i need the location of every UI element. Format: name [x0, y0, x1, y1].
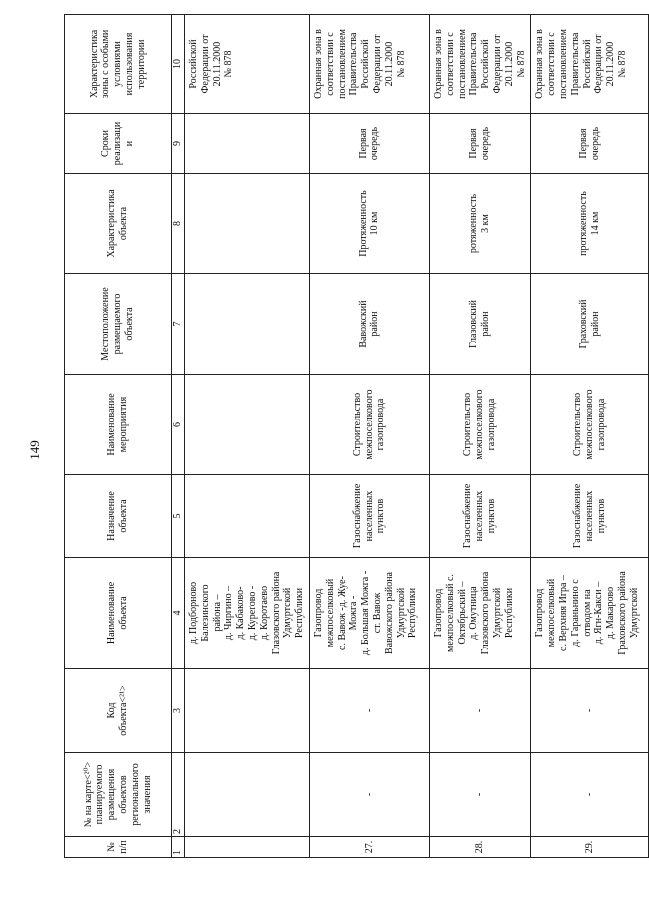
cell-line: Первая: [357, 128, 369, 159]
cell-line: Удмуртской: [282, 587, 294, 639]
cell-line: соответствии с: [546, 32, 558, 96]
cell-line: ротяженность: [468, 193, 480, 254]
cell-line: объекта: [123, 307, 135, 341]
implementation-term: [309, 114, 429, 174]
cell-line: Характеристика: [88, 29, 100, 99]
cell-line: объекта: [118, 206, 129, 241]
header-cell: [65, 475, 172, 558]
cell-line: постановлением: [456, 29, 468, 99]
cell-line: Код: [106, 702, 118, 719]
cell-line: Удмуртской: [628, 587, 640, 639]
map-number: [185, 753, 310, 837]
cell-line: Российской: [480, 39, 492, 89]
cell-line: Федерации от: [593, 34, 605, 94]
cell-line: размещаемого: [112, 293, 124, 355]
cell-line: № 878: [223, 50, 235, 78]
measure-name: [429, 375, 530, 475]
zone-characteristic: [531, 15, 649, 114]
object-code: -: [429, 669, 530, 753]
header-cell: [65, 15, 172, 114]
cell-line: объекта: [118, 499, 129, 533]
implementation-term: [531, 114, 649, 174]
cell-line: д. Куреґово -: [246, 585, 258, 641]
cell-line: Правительства: [569, 32, 581, 96]
cell-line: №: [106, 842, 118, 852]
object-location: [429, 274, 530, 375]
cell-line: значения: [141, 775, 153, 814]
cell-line: д. Гараньнино с: [569, 579, 581, 647]
cell-line: Строительство: [572, 392, 584, 457]
rotated-page: [64, 15, 640, 858]
cell-line: Наименование: [106, 393, 118, 456]
cell-line: Федерации от: [199, 34, 211, 94]
object-characteristic: [429, 174, 530, 274]
cell-line: п/п: [118, 840, 129, 854]
zone-characteristic: [185, 15, 310, 114]
object-name: [185, 558, 310, 669]
cell-line: объекта: [118, 596, 129, 630]
column-number: 7: [172, 274, 185, 375]
object-purpose: [531, 475, 649, 558]
object-code: -: [309, 669, 429, 753]
cell-line: д. Омутница: [468, 586, 480, 640]
cell-line: Правительства: [348, 32, 360, 96]
column-number: 8: [172, 174, 185, 274]
cell-line: Глазовского района: [480, 571, 492, 655]
cell-line: пунктов: [375, 498, 387, 534]
cell-line: мероприятия: [118, 396, 129, 453]
cell-line: 14 км: [589, 211, 601, 236]
cell-line: газопровода: [595, 398, 607, 451]
cell-line: межпоселкового: [583, 389, 595, 460]
cell-line: очередь: [369, 126, 381, 161]
cell-line: Республики: [407, 587, 419, 639]
cell-line: межпоселкового: [474, 389, 486, 460]
cell-line: Местоположение: [100, 287, 112, 361]
header-cell: [65, 375, 172, 475]
cell-line: межпоселковый: [324, 578, 336, 648]
cell-line: Российской: [360, 39, 372, 89]
column-number: 5: [172, 475, 185, 558]
cell-line: 10 км: [369, 211, 381, 236]
cell-line: Газопровод: [534, 588, 546, 638]
cell-line: Наименование: [106, 581, 118, 645]
cell-line: Правительства: [468, 32, 480, 96]
cell-line: Охранная зона в: [432, 29, 444, 99]
object-purpose: [185, 475, 310, 558]
column-number-row: [172, 15, 185, 858]
cell-line: 20.11.2000: [605, 41, 617, 87]
object-name: [531, 558, 649, 669]
cell-line: район: [589, 311, 601, 337]
cell-line: постановлением: [557, 29, 569, 99]
cell-line: Глазовского района: [270, 571, 282, 655]
object-purpose: [309, 475, 429, 558]
header-cell: [65, 274, 172, 375]
cell-line: Газоснабжение: [351, 483, 363, 549]
map-number: -: [531, 753, 649, 837]
row-number: 29.: [531, 837, 649, 858]
cell-line: условиями: [112, 41, 124, 87]
zone-characteristic: [429, 15, 530, 114]
cell-line: Российской: [188, 39, 199, 89]
cell-line: газопровода: [486, 398, 498, 451]
cell-line: Первая: [578, 128, 590, 159]
cell-line: межпоселковый с.: [444, 574, 456, 652]
measure-name: [185, 375, 310, 475]
header-row: [65, 15, 172, 858]
cell-line: территории: [135, 39, 147, 89]
cell-line: д. Кабаково-: [235, 586, 247, 640]
object-characteristic: [185, 174, 310, 274]
cell-line: соответствии с: [324, 32, 336, 96]
cell-line: Первая: [468, 128, 480, 159]
cell-line: район: [480, 311, 492, 337]
cell-line: регионального: [129, 763, 141, 826]
cell-line: Можга -: [348, 595, 360, 631]
header-cell: [65, 753, 172, 837]
table-row: [429, 15, 530, 858]
implementation-term: [429, 114, 530, 174]
column-number: 1: [172, 837, 185, 858]
object-name: [309, 558, 429, 669]
cell-line: № 878: [515, 50, 527, 78]
cell-line: Республики: [503, 587, 515, 639]
row-number: 27.: [309, 837, 429, 858]
cell-line: планируемого: [94, 764, 106, 825]
cell-line: Вавожского района: [383, 572, 395, 654]
measure-name: [531, 375, 649, 475]
cell-line: Протяженность: [357, 190, 369, 257]
cell-line: объекта<²¹>: [118, 685, 129, 736]
cell-line: населенных: [474, 490, 486, 542]
object-location: [531, 274, 649, 375]
object-location: [309, 274, 429, 375]
object-characteristic: [531, 174, 649, 274]
column-number: 2: [172, 753, 185, 837]
header-cell: [65, 558, 172, 669]
cell-line: постановлением: [336, 29, 348, 99]
implementation-term: [185, 114, 310, 174]
cell-line: Охранная зона в: [312, 29, 324, 99]
cell-line: район: [369, 311, 381, 337]
cell-line: Охранная зона в: [534, 29, 546, 99]
cell-line: д. Ягн-Какси –: [593, 581, 605, 645]
row-number: 28.: [429, 837, 530, 858]
object-characteristic: [309, 174, 429, 274]
cell-line: очередь: [480, 126, 492, 161]
cell-line: Строительство: [351, 392, 363, 457]
cell-line: Глазовский: [468, 300, 480, 349]
cell-line: № на карте<²⁰>: [82, 761, 94, 828]
cell-line: объектов: [118, 775, 129, 814]
cell-line: Балезинского: [199, 584, 211, 642]
header-cell: [65, 837, 172, 858]
cell-line: 20.11.2000: [211, 41, 223, 87]
cell-line: д. Подборново: [188, 581, 199, 645]
cell-line: Газоснабжение: [462, 483, 474, 549]
column-number: 4: [172, 558, 185, 669]
cell-line: Октябрьский –: [456, 581, 468, 645]
cell-line: межпоселкового: [363, 389, 375, 460]
cell-line: Граховский: [578, 299, 590, 349]
cell-line: очередь: [589, 126, 601, 161]
table-row: [185, 15, 310, 858]
object-purpose: [429, 475, 530, 558]
cell-line: Федерации от: [491, 34, 503, 94]
header-cell: [65, 174, 172, 274]
cell-line: Характеристика: [106, 189, 118, 258]
cell-line: д. Макарово: [605, 586, 617, 640]
table-row: [531, 15, 649, 858]
cell-line: газопровода: [375, 398, 387, 451]
cell-line: протяженность: [578, 191, 590, 256]
cell-line: Республики: [294, 587, 306, 639]
cell-line: Назначение: [106, 491, 118, 541]
table-row: [309, 15, 429, 858]
cell-line: д. Коротаево: [258, 585, 270, 641]
cell-line: Газопровод: [432, 588, 444, 638]
cell-line: Удмуртской: [491, 587, 503, 639]
cell-line: № 878: [616, 50, 628, 78]
column-number: 10: [172, 15, 185, 114]
header-cell: [65, 114, 172, 174]
cell-line: № 878: [395, 50, 407, 78]
cell-line: размещения: [106, 768, 118, 821]
cell-line: пунктов: [595, 498, 607, 534]
cell-line: с. Верхняя Игра –: [557, 575, 569, 651]
cell-line: Вавожский: [357, 300, 369, 348]
objects-table: [64, 14, 649, 858]
cell-line: Газопровод: [312, 588, 324, 638]
map-number: -: [309, 753, 429, 837]
map-number: -: [429, 753, 530, 837]
zone-characteristic: [309, 15, 429, 114]
object-name: [429, 558, 530, 669]
row-number: [185, 837, 310, 858]
object-code: -: [531, 669, 649, 753]
page-number: 149: [27, 440, 42, 460]
cell-line: д. Большая Можга -: [360, 570, 372, 656]
cell-line: Строительство: [462, 392, 474, 457]
cell-line: Газоснабжение: [572, 483, 584, 549]
table-viewport: [64, 15, 640, 858]
cell-line: Граховского района: [616, 571, 628, 655]
cell-line: межпоселковый: [546, 578, 558, 648]
cell-line: использования: [123, 32, 135, 96]
table-body: [65, 15, 649, 858]
cell-line: Федерации от: [371, 34, 383, 94]
cell-line: населенных: [583, 490, 595, 542]
cell-line: Российской: [581, 39, 593, 89]
cell-line: населенных: [363, 490, 375, 542]
column-number: 6: [172, 375, 185, 475]
object-location: [185, 274, 310, 375]
cell-line: 20.11.2000: [383, 41, 395, 87]
object-code: [185, 669, 310, 753]
cell-line: Удмуртской: [395, 587, 407, 639]
cell-line: 3 км: [480, 214, 492, 233]
cell-line: Сроки: [100, 130, 112, 157]
column-number: 9: [172, 114, 185, 174]
cell-line: соответствии с: [444, 32, 456, 96]
cell-line: и: [123, 140, 135, 147]
cell-line: отводом на: [581, 589, 593, 637]
cell-line: д. Чиргино –: [223, 585, 235, 641]
cell-line: ст. Вавож: [371, 592, 383, 634]
cell-line: района –: [211, 594, 223, 632]
cell-line: реализаци: [112, 121, 124, 166]
cell-line: пунктов: [486, 498, 498, 534]
cell-line: 20.11.2000: [503, 41, 515, 87]
measure-name: [309, 375, 429, 475]
cell-line: зоны с особыми: [100, 29, 112, 99]
column-number: 3: [172, 669, 185, 753]
cell-line: с. Вавож -д. Жуе-: [336, 576, 348, 650]
header-cell: [65, 669, 172, 753]
